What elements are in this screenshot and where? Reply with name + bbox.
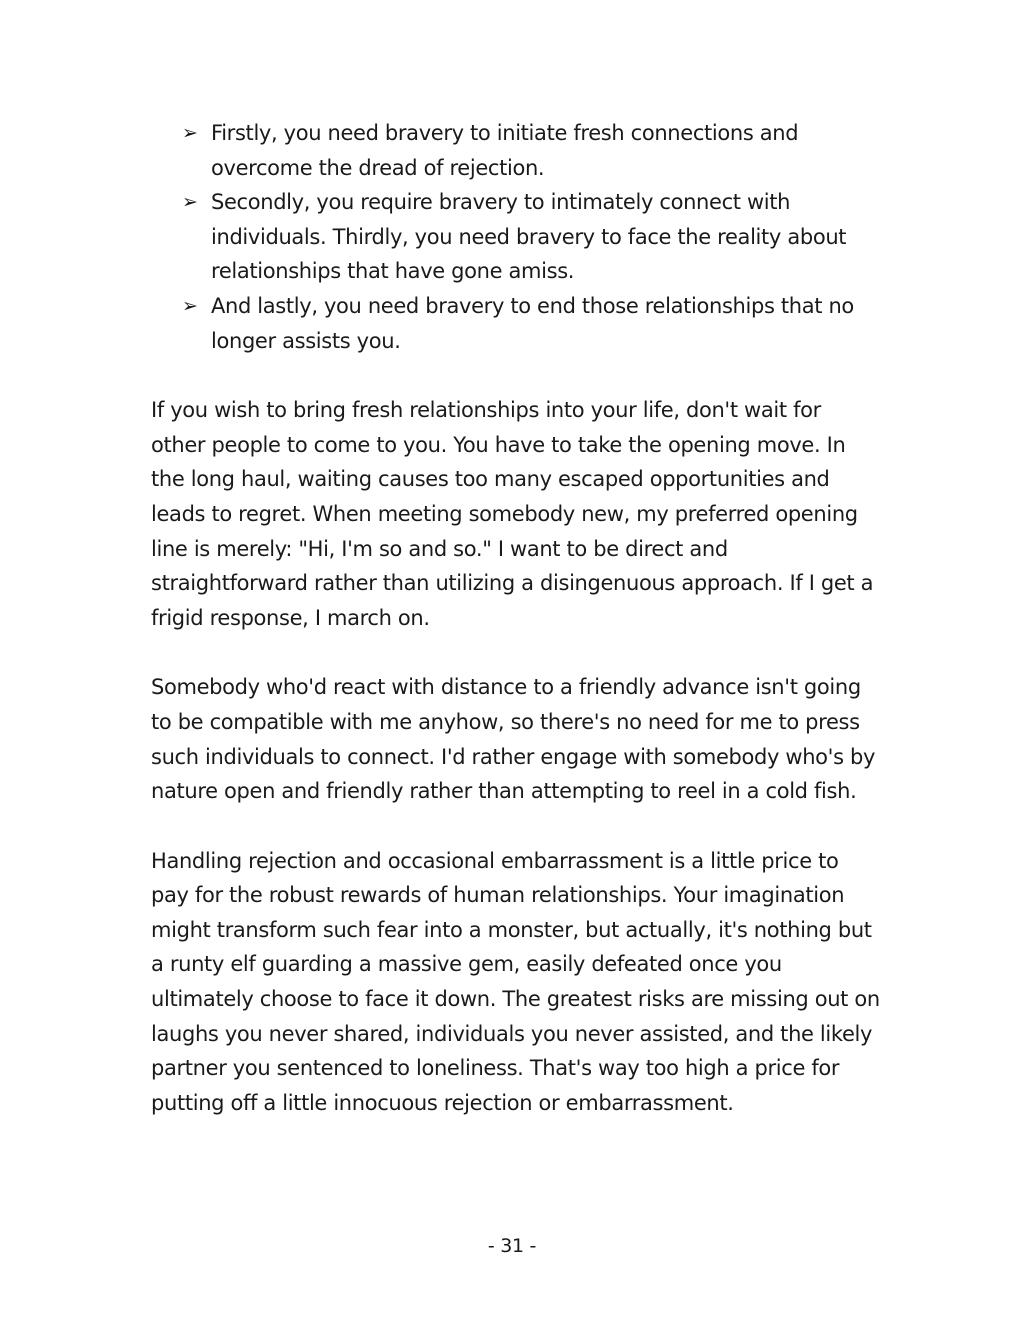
bullet-item-1: [182, 116, 881, 185]
arrow-bullet-icon: ➢: [182, 294, 198, 317]
bullet-item-3: [182, 289, 881, 358]
page-number: - 31 -: [487, 1235, 537, 1257]
page-body: [151, 116, 881, 1120]
bullet-text-2: Secondly, you require bravery to intimately connect with individuals. Thirdly, you need bravery to face the reality about relationships that have gone amiss.: [211, 190, 847, 284]
paragraph-rejection-price: Handling rejection and occasional embarrassment is a little price to pay for the robust rewards of human relationships. Your imagination might transform such fear into a monster, but actually, it's nothing but a runty elf guarding a massive gem, easily defeated once you ultimately choose to face it down. The greatest risks are missing out on laughs you never shared, individuals you never assisted, and the likely partner you sentenced to loneliness. That's way too high a price for putting off a little innocuous rejection or embarrassment.: [151, 848, 880, 1115]
arrow-bullet-icon: ➢: [182, 122, 198, 144]
bullet-text-1: Firstly, you need bravery to initiate fresh connections and overcome the dread of rejection.: [211, 121, 799, 180]
arrow-bullet-icon: ➢: [182, 191, 198, 214]
paragraph-compatibility: Somebody who'd react with distance to a friendly advance isn't going to be compatible with me anyhow, so there's no need for me to press such individuals to connect. I'd rather engage with somebody who's by nature open and friendly rather than attempting to reel in a cold fish.: [151, 675, 876, 804]
bullet-item-2: [182, 185, 881, 289]
paragraph-opening-move: If you wish to bring fresh relationships into your life, don't wait for other people to come to you. You have to take the opening move. In the long haul, waiting causes too many escaped opportunities and leads to regret. When meeting somebody new, my preferred opening line is merely: "Hi, I'm so and so." I want to be direct and straightforward rather than utilizing a disingenuous approach. If I get a frigid response, I march on.: [151, 398, 874, 630]
bullet-list: [151, 116, 881, 358]
bullet-text-3: And lastly, you need bravery to end those relationships that no longer assists you.: [211, 293, 854, 353]
